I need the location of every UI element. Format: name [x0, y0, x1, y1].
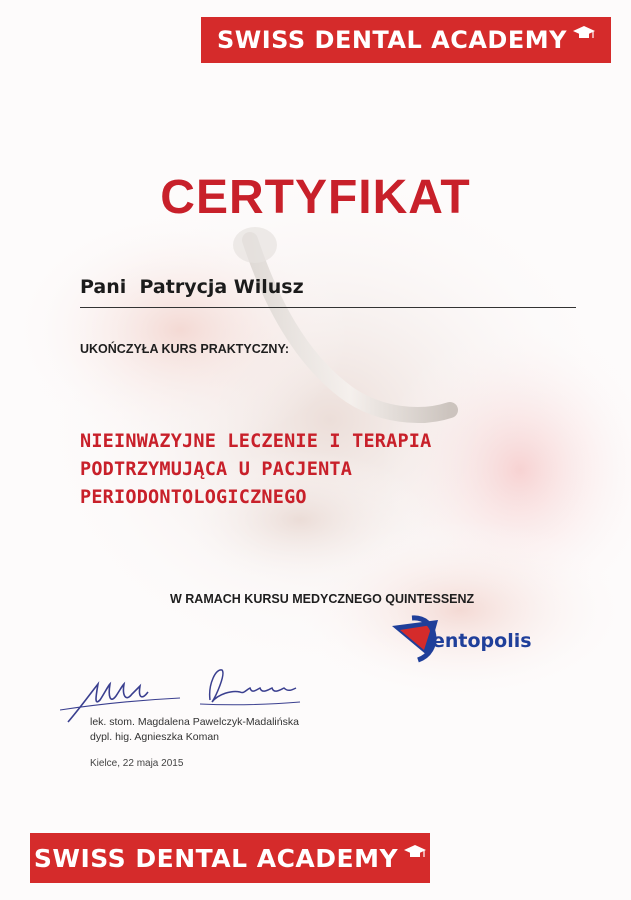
course-title-line: NIEINWAZYJNE LECZENIE I TERAPIA: [80, 431, 432, 452]
dentopolis-logo: [390, 612, 550, 668]
issue-date: Kielce, 22 maja 2015: [90, 758, 184, 769]
signer-name: dypl. hig. Agnieszka Koman: [90, 731, 219, 743]
course-title-line: PODTRZYMUJĄCA U PACJENTA: [80, 459, 353, 480]
academy-name: SWISS DENTAL ACADEMY: [216, 26, 567, 54]
logo-text: entopolis: [432, 630, 532, 652]
certificate-title: CERTYFIKAT: [160, 171, 471, 224]
academy-name: SWISS DENTAL ACADEMY: [33, 843, 399, 873]
program-line: W RAMACH KURSU MEDYCZNEGO QUINTESSENZ: [170, 592, 475, 606]
completed-label: UKOŃCZYŁA KURS PRAKTYCZNY:: [80, 342, 290, 356]
footer-banner: [30, 833, 430, 883]
course-title-line: PERIODONTOLOGICZNEGO: [80, 487, 307, 508]
recipient-name: Pani Patrycja Wilusz: [80, 276, 304, 298]
graduation-cap-icon: [404, 836, 426, 865]
recipient-underline: [80, 307, 576, 308]
graduation-cap-icon: [573, 18, 595, 46]
header-banner: [201, 17, 611, 63]
course-title: [80, 428, 431, 512]
signer-name: lek. stom. Magdalena Pawelczyk-Madalińska: [90, 716, 299, 728]
